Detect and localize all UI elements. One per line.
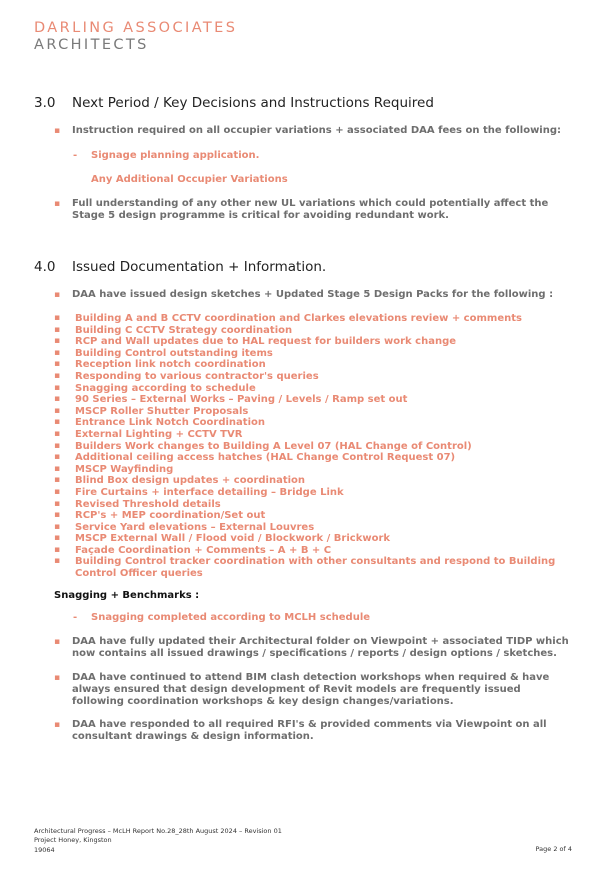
bullet-marker: ▪ <box>54 452 61 463</box>
section-3-title: Next Period / Key Decisions and Instructions Required <box>72 95 434 111</box>
rfi-bullet: ▪ DAA have responded to all required RFI's & provided comments via Viewpoint on all consultant drawings & design information. <box>54 719 547 742</box>
list-item: ▪ Service Yard elevations – External Louvres <box>54 521 315 533</box>
section-3-bullet-1: ▪ Instruction required on all occupier variations + associated DAA fees on the following: <box>54 125 562 136</box>
list-item: ▪ MSCP Wayfinding <box>54 463 174 475</box>
section-3-sub-item-1: - Signage planning application. <box>73 150 260 161</box>
section-3-number: 3.0 <box>34 95 56 111</box>
list-item: ▪ Façade Coordination + Comments – A + B + C <box>54 544 332 556</box>
logo-line-1: DARLING ASSOCIATES <box>34 20 238 36</box>
list-item: ▪ External Lighting + CCTV TVR <box>54 428 243 440</box>
list-item: ▪ Responding to various contractor's queries <box>54 370 319 382</box>
list-item: ▪ Reception link notch coordination <box>54 359 266 371</box>
bullet-marker: ▪ <box>54 290 61 300</box>
bullet-marker: ▪ <box>54 199 61 209</box>
footer-project-name: Project Honey, Kingston <box>34 836 112 845</box>
bullet-marker: ▪ <box>54 544 61 555</box>
list-item: ▪ Building Control outstanding items <box>54 347 273 359</box>
bullet-marker: ▪ <box>54 347 61 358</box>
bullet-marker: ▪ <box>54 521 61 532</box>
section-4-number: 4.0 <box>34 259 56 275</box>
bullet-marker: ▪ <box>54 463 61 474</box>
list-item: ▪ Revised Threshold details <box>54 498 221 510</box>
list-item: ▪ Building A and B CCTV coordination and Clarkes elevations review + comments <box>54 313 522 324</box>
viewpoint-bullet: ▪ DAA have fully updated their Architectural folder on Viewpoint + associated TIDP which now contains all issued drawings / specifications / reports / design options / sketches. <box>54 636 569 659</box>
list-item: ▪ Additional ceiling access hatches (HAL Change Control Request 07) <box>54 452 456 464</box>
bullet-marker: ▪ <box>54 475 61 486</box>
bullet-marker: ▪ <box>54 405 61 416</box>
section-4-heading <box>34 259 326 275</box>
list-item: ▪ RCP and Wall updates due to HAL request for builders work change <box>54 336 457 348</box>
bullet-marker: ▪ <box>54 440 61 451</box>
list-item: ▪ Fire Curtains + interface detailing – Bridge Link <box>54 486 344 498</box>
bullet-marker: ▪ <box>54 673 61 683</box>
section-3-bullet-2: ▪ Full understanding of any other new UL variations which could potentially affect the Stage 5 design programme is critical for avoiding redundant work. <box>54 198 549 221</box>
bullet-marker: ▪ <box>54 370 61 381</box>
snagging-title: Snagging + Benchmarks : <box>54 590 200 601</box>
footer-project-number: 19064 <box>34 845 55 854</box>
sub-marker: - <box>73 612 78 623</box>
bullet-marker: ▪ <box>54 324 61 335</box>
snagging-item: - Snagging completed according to MCLH schedule <box>73 612 371 623</box>
logo-line-2: ARCHITECTS <box>34 37 149 53</box>
bim-bullet: ▪ DAA have continued to attend BIM clash detection workshops when required & have always ensured that design development of Revit models are frequently issued following coordination workshops & key design changes/variations. <box>54 672 550 707</box>
bullet-marker: ▪ <box>54 394 61 405</box>
footer-report-title: Architectural Progress – McLH Report No.28_28th August 2024 – Revision 01 <box>34 827 282 835</box>
bullet-marker: ▪ <box>54 637 61 647</box>
bullet-marker: ▪ <box>54 417 61 428</box>
bullet-marker: ▪ <box>54 510 61 521</box>
bullet-marker: ▪ <box>54 533 61 544</box>
page-number: Page 2 of 4 <box>535 845 572 853</box>
list-item: ▪ RCP's + MEP coordination/Set out <box>54 510 266 522</box>
list-item: ▪ 90 Series – External Works – Paving / Levels / Ramp set out <box>54 394 408 406</box>
list-item: ▪ Building Control tracker coordination with other consultants and respond to Building Control Officer queries <box>54 556 556 580</box>
section-4-title: Issued Documentation + Information. <box>72 259 327 275</box>
section-3-heading <box>34 95 434 111</box>
bullet-marker: ▪ <box>54 498 61 509</box>
list-item: ▪ Blind Box design updates + coordination <box>54 475 306 487</box>
bullet-marker: ▪ <box>54 336 61 347</box>
bullet-marker: ▪ <box>54 313 61 323</box>
bullet-marker: ▪ <box>54 486 61 497</box>
sub-marker: - <box>73 150 78 161</box>
bullet-marker: ▪ <box>54 382 61 393</box>
list-item: ▪ Entrance Link Notch Coordination <box>54 417 265 429</box>
bullet-marker: ▪ <box>54 556 61 567</box>
bullet-marker: ▪ <box>54 359 61 370</box>
list-item: ▪ Building C CCTV Strategy coordination <box>54 324 293 336</box>
company-logo <box>34 20 237 54</box>
bullet-marker: ▪ <box>54 720 61 730</box>
section-4-intro: ▪ DAA have issued design sketches + Updated Stage 5 Design Packs for the following : <box>54 289 554 300</box>
section-3-sub-item-2: Any Additional Occupier Variations <box>91 174 288 185</box>
bullet-marker: ▪ <box>54 428 61 439</box>
list-item: ▪ MSCP External Wall / Flood void / Blockwork / Brickwork <box>54 533 391 545</box>
footer <box>34 827 282 855</box>
list-item: ▪ MSCP Roller Shutter Proposals <box>54 405 249 417</box>
issued-items-list <box>54 313 574 580</box>
list-item: ▪ Snagging according to schedule <box>54 382 256 394</box>
list-item: ▪ Builders Work changes to Building A Level 07 (HAL Change of Control) <box>54 440 472 452</box>
bullet-marker: ▪ <box>54 126 61 136</box>
